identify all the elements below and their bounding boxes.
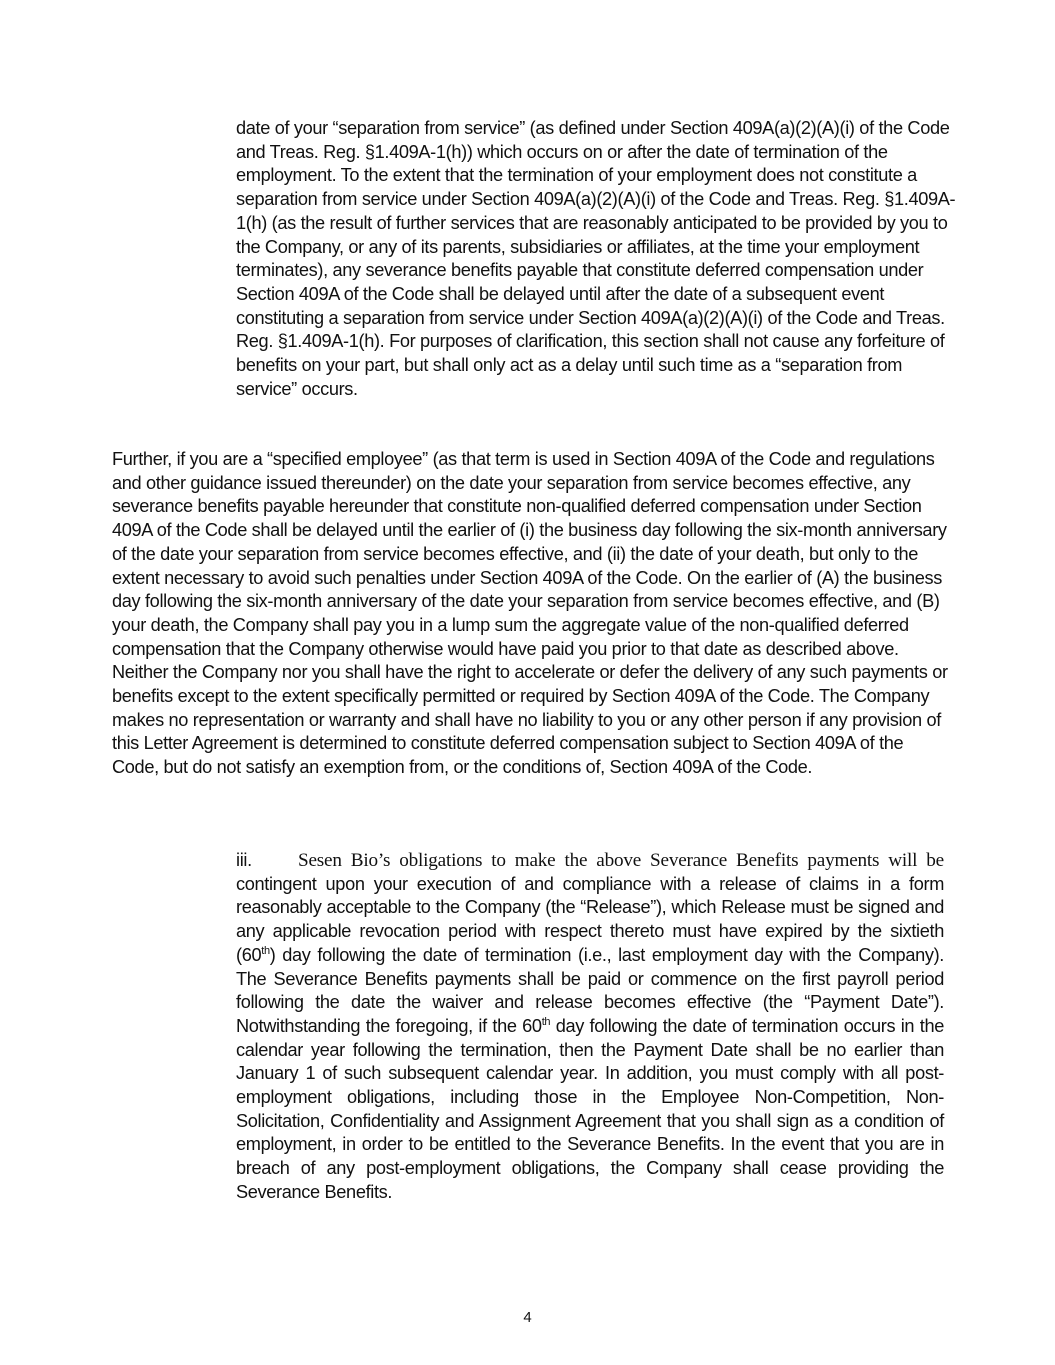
list-item-marker: iii. [236,850,252,870]
paragraph-specified-employee: Further, if you are a “specified employee” (as that term is used in Section 409A of the Code and regulations and other guidance issued thereunder) on the date your separation from service becomes effective, any severance benefits payable hereunder that constitute non-qualified deferred compensation under Section 409A of the Code shall be delayed until the earlier of (i) the business day following the six-month anniversary of the date your separation from service becomes effective, and (ii) the date of your death, but only to the extent necessary to avoid such penalties under Section 409A of the Code. On the earlier of (A) the business day following the six-month anniversary of the date your separation from service becomes effective, and (B) your death, the Company shall pay you in a lump sum the aggregate value of the non-qualified deferred compensation that the Company otherwise would have paid you prior to that date as described above. Neither the Company nor you shall have the right to accelerate or defer the delivery of any such payments or benefits except to the extent specifically permitted or required by Section 409A of the Code. The Company makes no representation or warranty and shall have no liability to you or any other person if any provision of this Letter Agreement is determined to constitute deferred compensation subject to Section 409A of the Code, but do not satisfy an exemption from, or the conditions of, Section 409A of the Code. [112,449,948,778]
list-item-lead-in: Sesen Bio’s obligations to make the above Severance Benefits payments will be [298,850,944,871]
list-item-text-part-1: contingent upon your execution of and compliance with a release of claims in a form reasonably acceptable to the Company (the “Release”), which Release must be signed and any applicable revocation period with respect thereto must have expired by the sixtieth (60 [236,873,944,965]
ordinal-superscript: th [261,944,270,957]
list-item-iii [236,849,944,1205]
ordinal-superscript: th [541,1015,551,1028]
paragraph-separation-from-service: date of your “separation from service” (as defined under Section 409A(a)(2)(A)(i) of the Code and Treas. Reg. §1.409A-1(h)) which occurs on or after the date of termination of the employment. To the extent that the termination of your employment does not constitute a separation from service under Section 409A(a)(2)(A)(i) of the Code and Treas. Reg. §1.409A-1(h) (as the result of further services that are reasonably anticipated to be provided by you to the Company, or any of its parents, subsidiaries or affiliates, at the time your employment terminates), any severance benefits payable that constitute deferred compensation under Section 409A of the Code shall be delayed until after the date of a subsequent event constituting a separation from service under Section 409A(a)(2)(A)(i) of the Code and Treas. Reg. §1.409A-1(h). For purposes of clarification, this section shall not cause any forfeiture of benefits on your part, but shall only act as a delay until such time as a “separation from service” occurs. [236,118,956,399]
page-number: 4 [523,1309,532,1326]
list-item-text-part-3: day following the date of termination occurs in the calendar year following the termination, then the Payment Date shall be no earlier than January 1 of such subsequent calendar year. In addition, you must comply with all post-employment obligations, including those in the Employee Non-Competition, Non-Solicitation, Confidentiality and Assignment Agreement that you shall sign as a condition of employment, in order to be entitled to the Severance Benefits. In the event that you are in breach of any post-employment obligations, the Company shall cease providing the Severance Benefits. [236,1015,944,1202]
list-item-text-part-2: ) day following the date of termination (i.e., last employment day with the Company). The Severance Benefits payments shall be paid or commence on the first payroll period following the date the waiver and release becomes effective (the “Payment Date”). Notwithstanding the foregoing, if the 60 [236,944,944,1036]
